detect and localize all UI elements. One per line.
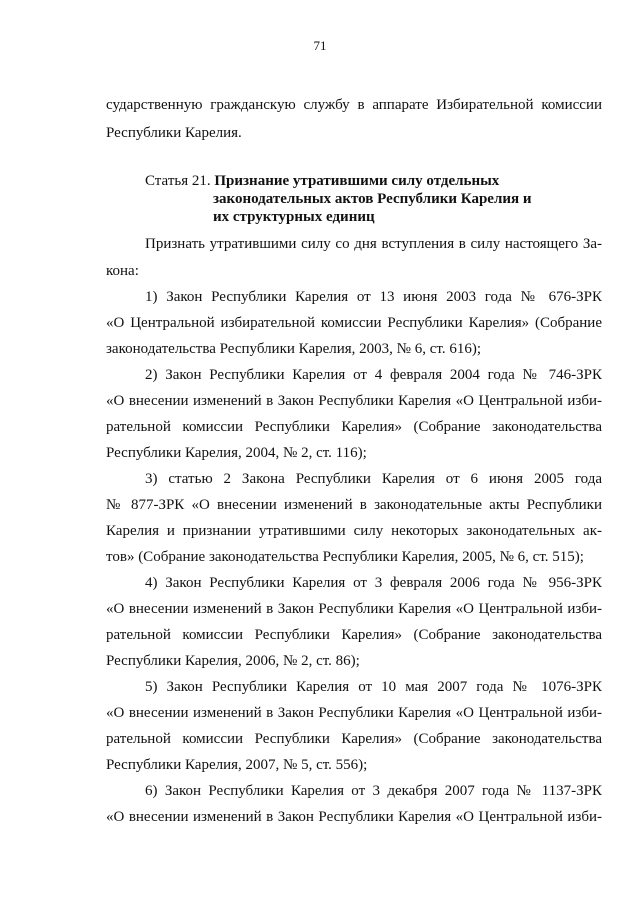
text-line: Республики Карелия, 2007, № 5, ст. 556); bbox=[106, 757, 368, 773]
text-line: «О внесении изменений в Закон Республики Карелия «О Центральной изби- bbox=[106, 809, 602, 825]
text-line: 2) Закон Республики Карелия от 4 февраля 2004 года № 746-ЗРК bbox=[145, 367, 602, 383]
article-heading bbox=[145, 173, 565, 190]
text-line: «О внесении изменений в Закон Республики Карелия «О Центральной изби- bbox=[106, 393, 602, 409]
article-label: Статья 21. bbox=[145, 173, 211, 189]
article-title-line: Признание утратившими силу отдельных bbox=[214, 173, 500, 189]
text-line: кона: bbox=[106, 263, 139, 279]
text-line: «О внесении изменений в Закон Республики Карелия «О Центральной изби- bbox=[106, 705, 602, 721]
text-line: законодательства Республики Карелия, 2003, № 6, ст. 616); bbox=[106, 341, 481, 357]
text-line: рательной комиссии Республики Карелия» (Собрание законодательства bbox=[106, 627, 602, 643]
text-line: «О Центральной избирательной комиссии Республики Карелия» (Собрание bbox=[106, 315, 602, 331]
text-line: Признать утратившими силу со дня вступления в силу настоящего За- bbox=[145, 236, 602, 252]
text-line: «О внесении изменений в Закон Республики Карелия «О Центральной изби- bbox=[106, 601, 602, 617]
text-line: рательной комиссии Республики Карелия» (Собрание законодательства bbox=[106, 419, 602, 435]
text-line: № 877-ЗРК «О внесении изменений в законодательные акты Республики bbox=[106, 497, 602, 513]
article-title-line: их структурных единиц bbox=[213, 209, 375, 225]
text-line: Республики Карелия, 2006, № 2, ст. 86); bbox=[106, 653, 360, 669]
text-line: 4) Закон Республики Карелия от 3 февраля 2006 года № 956-ЗРК bbox=[145, 575, 602, 591]
article-title-line: законодательных актов Республики Карелия и bbox=[213, 191, 532, 207]
text-line: рательной комиссии Республики Карелия» (Собрание законодательства bbox=[106, 731, 602, 747]
text-line: сударственную гражданскую службу в аппарате Избирательной комиссии bbox=[106, 97, 602, 113]
text-line: 6) Закон Республики Карелия от 3 декабря 2007 года № 1137-ЗРК bbox=[145, 783, 602, 799]
page-number: 71 bbox=[313, 38, 327, 53]
text-line: Республики Карелия. bbox=[106, 125, 242, 141]
text-line: Карелия и признании утратившими силу некоторых законодательных ак- bbox=[106, 523, 602, 539]
text-line: 5) Закон Республики Карелия от 10 мая 2007 года № 1076-ЗРК bbox=[145, 679, 602, 695]
text-line: 3) статью 2 Закона Республики Карелия от 6 июня 2005 года bbox=[145, 471, 602, 487]
text-line: 1) Закон Республики Карелия от 13 июня 2003 года № 676-ЗРК bbox=[145, 289, 602, 305]
text-line: Республики Карелия, 2004, № 2, ст. 116); bbox=[106, 445, 367, 461]
text-line: тов» (Собрание законодательства Республики Карелия, 2005, № 6, ст. 515); bbox=[106, 549, 584, 565]
